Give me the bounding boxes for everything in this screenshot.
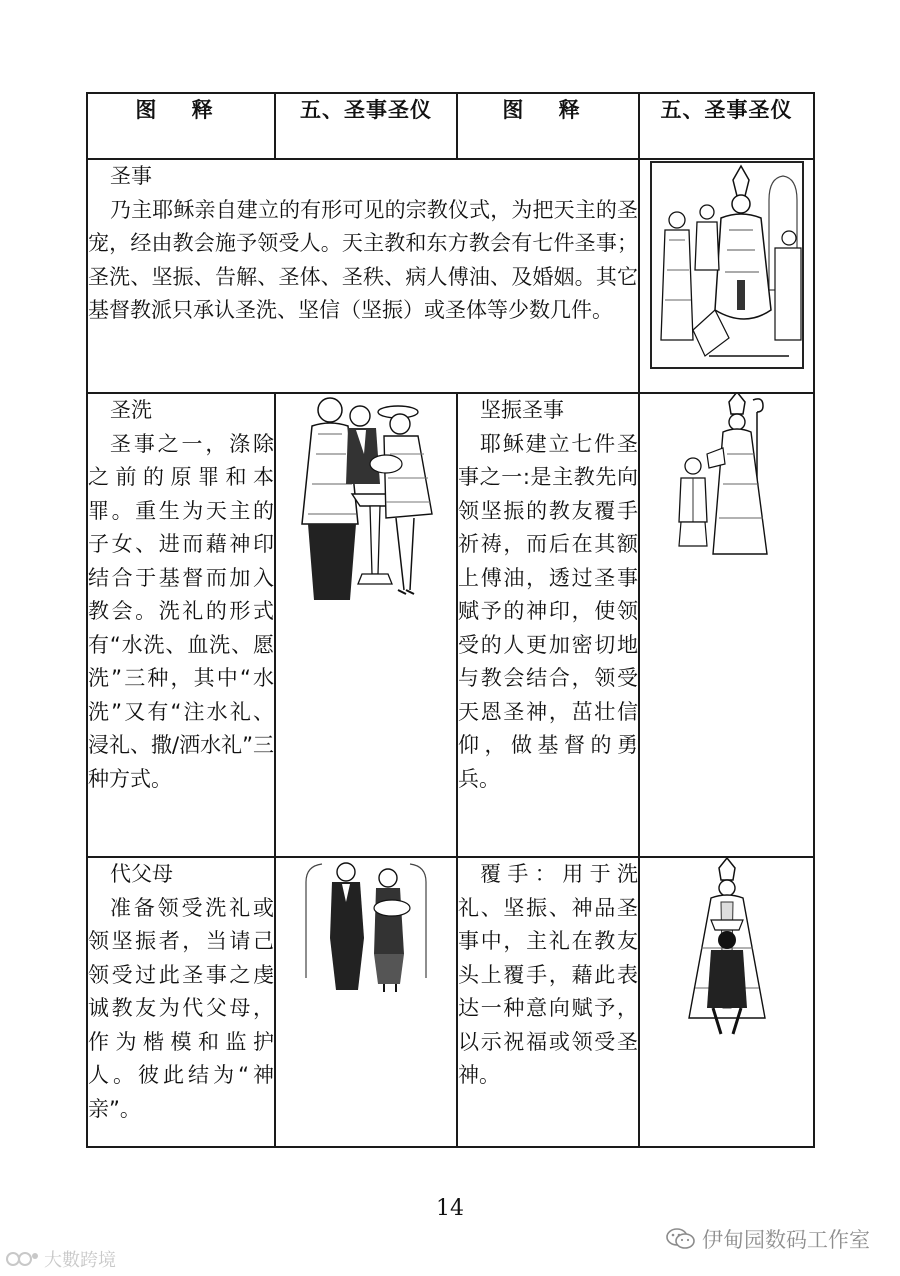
- illustration-cell: [639, 857, 814, 1147]
- entry-term: 代父母: [110, 862, 173, 886]
- bishop-confirmation-illustration: [649, 160, 805, 370]
- entry-body: 覆手：用于洗礼、坚振、神品圣事中，主礼在教友头上覆手，藉此表达一种意向赋予，以示祝福或领受圣神。: [458, 862, 638, 1087]
- header-cell: 图 释: [457, 93, 639, 159]
- header-row: [87, 93, 814, 159]
- glossary-table: [86, 92, 815, 1148]
- header-cell: 图 释: [87, 93, 275, 159]
- entry-body: 耶稣建立七件圣事之一:是主教先向领坚振的教友覆手祈祷，而后在其额上傅油，透过圣事赋予的神印，使领受的人更加密切地与教会结合，领受天恩圣神，茁壮信仰，做基督的勇兵。: [458, 431, 638, 791]
- entry-cell: [457, 393, 639, 857]
- table-row: [87, 159, 814, 393]
- entry-cell: [87, 393, 275, 857]
- page-number: 14: [436, 1196, 464, 1221]
- laying-on-hands-illustration: [681, 858, 773, 1042]
- entry-term: 圣洗: [110, 398, 152, 422]
- watermark-text: 伊甸园数码工作室: [702, 1228, 870, 1252]
- watermark-logo: [6, 1246, 116, 1272]
- entry-cell: [87, 857, 275, 1147]
- entry-body: 圣事之一，涤除之前的原罪和本罪。重生为天主的子女、进而藉神印结合于基督而加入教会。洗礼的形式有“水洗、血洗、愿洗”三种，其中“水洗”又有“注水礼、浸礼、撒/洒水礼”三种方式。: [88, 431, 274, 791]
- watermark-text: 大數跨境: [44, 1250, 116, 1271]
- table-row: [87, 393, 814, 857]
- illustration-cell: [275, 857, 457, 1147]
- wechat-icon: [666, 1227, 696, 1251]
- entry-cell: [457, 857, 639, 1147]
- illustration-cell: [275, 393, 457, 857]
- illustration-cell: [639, 159, 814, 393]
- watermark-wechat: [666, 1224, 870, 1254]
- godparents-illustration: [300, 858, 432, 996]
- header-cell: 五、圣事圣仪: [639, 93, 814, 159]
- baptism-illustration: [286, 394, 446, 610]
- brand-logo-icon: [6, 1250, 40, 1268]
- entry-term: 圣事: [110, 164, 152, 188]
- header-cell: 五、圣事圣仪: [275, 93, 457, 159]
- entry-body: 乃主耶稣亲自建立的有形可见的宗教仪式，为把天主的圣宠，经由教会施予领受人。天主教和东方教会有七件圣事；圣洗、坚振、告解、圣体、圣秩、病人傅油、及婚姻。其它基督教派只承认圣洗、坚信（坚振）或圣体等少数几件。: [88, 197, 638, 322]
- bishop-anointing-illustration: [667, 394, 787, 564]
- entry-term: 坚振圣事: [480, 398, 564, 422]
- illustration-cell: [639, 393, 814, 857]
- entry-body: 准备领受洗礼或领坚振者，当请己领受过此圣事之虔诚教友为代父母，作为楷模和监护人。彼此结为“神亲”。: [88, 895, 274, 1121]
- entry-cell: [87, 159, 639, 393]
- table-row: [87, 857, 814, 1147]
